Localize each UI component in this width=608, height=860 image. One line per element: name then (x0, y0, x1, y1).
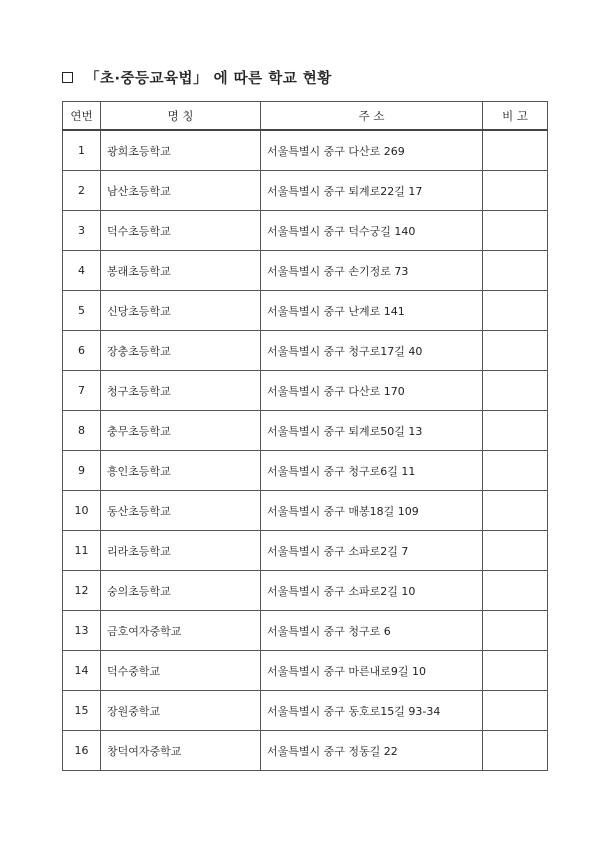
row-note (483, 731, 548, 771)
header-note: 비 고 (483, 102, 548, 131)
row-name: 덕수중학교 (101, 651, 261, 691)
row-address: 서울특별시 중구 매봉18길 109 (261, 491, 483, 531)
row-num: 7 (63, 371, 101, 411)
row-name: 장충초등학교 (101, 331, 261, 371)
row-name: 동산초등학교 (101, 491, 261, 531)
table-header-row (63, 102, 548, 131)
row-num: 3 (63, 211, 101, 251)
header-num: 연번 (63, 102, 101, 131)
row-name: 흥인초등학교 (101, 451, 261, 491)
row-address: 서울특별시 중구 퇴계로50길 13 (261, 411, 483, 451)
table-row (63, 731, 548, 771)
row-name: 장원중학교 (101, 691, 261, 731)
row-note (483, 491, 548, 531)
row-address: 서울특별시 중구 난계로 141 (261, 291, 483, 331)
row-note (483, 571, 548, 611)
row-name: 남산초등학교 (101, 171, 261, 211)
table-row (63, 331, 548, 371)
row-note (483, 331, 548, 371)
row-name: 청구초등학교 (101, 371, 261, 411)
row-name: 숭의초등학교 (101, 571, 261, 611)
row-name: 봉래초등학교 (101, 251, 261, 291)
row-address: 서울특별시 중구 동호로15길 93-34 (261, 691, 483, 731)
row-address: 서울특별시 중구 마른내로9길 10 (261, 651, 483, 691)
table-row (63, 451, 548, 491)
table-row (63, 291, 548, 331)
row-num: 5 (63, 291, 101, 331)
table-row (63, 411, 548, 451)
row-note (483, 411, 548, 451)
table-row (63, 531, 548, 571)
row-address: 서울특별시 중구 손기정로 73 (261, 251, 483, 291)
row-address: 서울특별시 중구 퇴계로22길 17 (261, 171, 483, 211)
header-name: 명 칭 (101, 102, 261, 131)
row-address: 서울특별시 중구 소파로2길 10 (261, 571, 483, 611)
row-note (483, 371, 548, 411)
row-address: 서울특별시 중구 정동길 22 (261, 731, 483, 771)
row-name: 신당초등학교 (101, 291, 261, 331)
school-table (62, 101, 548, 771)
row-num: 15 (63, 691, 101, 731)
row-note (483, 171, 548, 211)
row-address: 서울특별시 중구 소파로2길 7 (261, 531, 483, 571)
row-note (483, 251, 548, 291)
row-num: 13 (63, 611, 101, 651)
row-address: 서울특별시 중구 청구로6길 11 (261, 451, 483, 491)
document-title (62, 67, 332, 88)
checkbox-square-icon (62, 72, 73, 83)
header-address: 주 소 (261, 102, 483, 131)
row-name: 덕수초등학교 (101, 211, 261, 251)
row-num: 6 (63, 331, 101, 371)
table-row (63, 651, 548, 691)
row-name: 창덕여자중학교 (101, 731, 261, 771)
table-row (63, 251, 548, 291)
row-num: 12 (63, 571, 101, 611)
table-row (63, 130, 548, 171)
row-address: 서울특별시 중구 다산로 170 (261, 371, 483, 411)
table-row (63, 171, 548, 211)
row-address: 서울특별시 중구 덕수궁길 140 (261, 211, 483, 251)
table-row (63, 371, 548, 411)
row-num: 16 (63, 731, 101, 771)
table-row (63, 691, 548, 731)
table-row (63, 571, 548, 611)
row-name: 리라초등학교 (101, 531, 261, 571)
row-note (483, 651, 548, 691)
row-name: 금호여자중학교 (101, 611, 261, 651)
row-name: 광희초등학교 (101, 130, 261, 171)
row-note (483, 611, 548, 651)
row-num: 11 (63, 531, 101, 571)
row-note (483, 291, 548, 331)
row-address: 서울특별시 중구 청구로 6 (261, 611, 483, 651)
row-note (483, 531, 548, 571)
row-address: 서울특별시 중구 청구로17길 40 (261, 331, 483, 371)
table-row (63, 491, 548, 531)
row-num: 14 (63, 651, 101, 691)
document-title-text: 「초·중등교육법」 에 따른 학교 현황 (85, 71, 332, 87)
row-name: 충무초등학교 (101, 411, 261, 451)
row-num: 10 (63, 491, 101, 531)
table-row (63, 211, 548, 251)
row-note (483, 211, 548, 251)
row-note (483, 451, 548, 491)
row-num: 1 (63, 130, 101, 171)
row-num: 9 (63, 451, 101, 491)
row-num: 2 (63, 171, 101, 211)
row-num: 4 (63, 251, 101, 291)
row-address: 서울특별시 중구 다산로 269 (261, 130, 483, 171)
row-note (483, 691, 548, 731)
row-note (483, 130, 548, 171)
row-num: 8 (63, 411, 101, 451)
table-row (63, 611, 548, 651)
